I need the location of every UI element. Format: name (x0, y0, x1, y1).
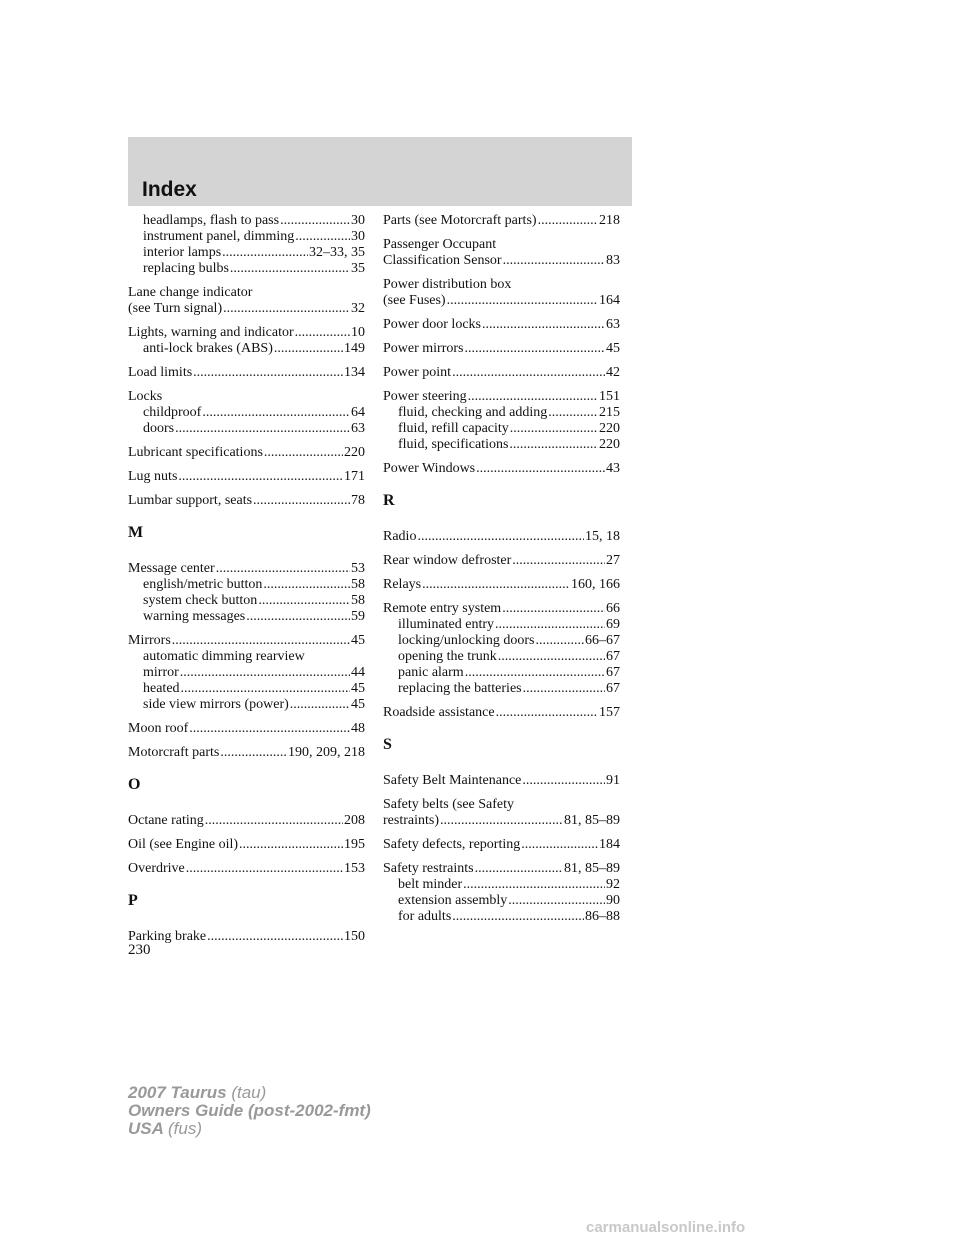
entry-page-ref: 35 (351, 261, 365, 276)
footer-model-code: (tau) (231, 1083, 267, 1102)
dot-leader (463, 877, 605, 893)
index-entry-line (383, 317, 620, 333)
index-entry (128, 445, 365, 461)
index-entry (128, 285, 365, 317)
footer-market-code: (fus) (168, 1119, 202, 1138)
entry-page-ref: 69 (606, 617, 620, 632)
entry-text: panic alarm (398, 665, 464, 680)
entry-text: childproof (143, 405, 202, 420)
index-entry (383, 553, 620, 569)
entry-page-ref: 190, 209, 218 (288, 745, 365, 760)
dot-leader (290, 697, 350, 713)
entry-page-ref: 63 (606, 317, 620, 332)
index-entry-line (383, 553, 620, 569)
entry-page-ref: 42 (606, 365, 620, 380)
index-subentry (383, 421, 620, 437)
entry-page-ref: 78 (351, 493, 365, 508)
entry-page-ref: 215 (599, 405, 620, 420)
dot-leader (521, 837, 598, 853)
entry-page-ref: 184 (599, 837, 620, 852)
index-subentry (128, 649, 365, 665)
entry-text: Lug nuts (128, 469, 178, 484)
entry-text: Locks (128, 389, 163, 404)
dot-leader (295, 229, 350, 245)
index-subentry (383, 909, 620, 925)
dot-leader (468, 389, 598, 405)
entry-text: doors (143, 421, 175, 436)
entry-page-ref: 67 (606, 665, 620, 680)
index-entry (383, 389, 620, 453)
index-subentry (128, 665, 365, 681)
index-entry-line (128, 745, 365, 761)
index-entry-line (128, 493, 365, 509)
entry-text: Motorcraft parts (128, 745, 220, 760)
index-entry-line (383, 529, 620, 545)
index-entry-line (128, 365, 365, 381)
dot-leader (222, 245, 308, 261)
watermark: carmanualsonline.info (586, 1219, 746, 1236)
entry-page-ref: 220 (344, 445, 365, 460)
index-entry (128, 389, 365, 437)
entry-page-ref: 220 (599, 421, 620, 436)
index-subentry (383, 665, 620, 681)
dot-leader (465, 341, 606, 357)
entry-text: Power mirrors (383, 341, 464, 356)
entry-text: Radio (383, 529, 417, 544)
entry-text: Lubricant specifications (128, 445, 263, 460)
entry-page-ref: 58 (351, 577, 365, 592)
entry-page-ref: 134 (344, 365, 365, 380)
dot-leader (216, 561, 350, 577)
index-subentry (383, 617, 620, 633)
index-entry (128, 325, 365, 357)
entry-text: system check button (143, 593, 258, 608)
index-entry (383, 861, 620, 925)
entry-text: Mirrors (128, 633, 171, 648)
dot-leader (482, 317, 605, 333)
index-entry (383, 317, 620, 333)
index-entry (128, 493, 365, 509)
index-entry-line (128, 325, 365, 341)
dot-leader (220, 745, 287, 761)
entry-text: Safety Belt Maintenance (383, 773, 522, 788)
index-letter-heading: P (128, 892, 138, 909)
index-entry (383, 837, 620, 853)
index-entry (383, 237, 620, 269)
entry-page-ref: 151 (599, 389, 620, 404)
entry-text: anti-lock brakes (ABS) (143, 341, 273, 356)
index-entry (128, 721, 365, 737)
entry-text: Safety belts (see Safety (383, 797, 515, 812)
index-entry (128, 213, 365, 277)
dot-leader (178, 469, 343, 485)
entry-page-ref: 67 (606, 681, 620, 696)
entry-page-ref: 10 (351, 325, 365, 340)
entry-text: Roadside assistance (383, 705, 495, 720)
index-entry (383, 529, 620, 545)
dot-leader (465, 665, 605, 681)
header-band (128, 137, 632, 206)
entry-text: Safety defects, reporting (383, 837, 521, 852)
index-entry-line (383, 797, 620, 813)
entry-page-ref: 43 (606, 461, 620, 476)
index-entry (128, 633, 365, 713)
dot-leader (239, 837, 343, 853)
index-entry (128, 365, 365, 381)
entry-text: opening the trunk (398, 649, 497, 664)
entry-page-ref: 150 (344, 929, 365, 944)
dot-leader (280, 213, 350, 229)
dot-leader (246, 609, 350, 625)
dot-leader (186, 861, 343, 877)
entry-text: mirror (143, 665, 179, 680)
index-letter-heading: M (128, 524, 144, 541)
entry-page-ref: 153 (344, 861, 365, 876)
index-entry-line (128, 445, 365, 461)
index-subentry (383, 649, 620, 665)
entry-page-ref: 171 (344, 469, 365, 484)
entry-text: heated (143, 681, 180, 696)
entry-text: Load limits (128, 365, 193, 380)
index-subentry (128, 213, 365, 229)
dot-leader (495, 617, 605, 633)
entry-text: Parking brake (128, 929, 207, 944)
entry-text: belt minder (398, 877, 463, 892)
dot-leader (189, 721, 350, 737)
entry-text: Safety restraints (383, 861, 474, 876)
entry-text: interior lamps (143, 245, 222, 260)
index-subentry (128, 593, 365, 609)
entry-text: Lane change indicator (128, 285, 253, 300)
index-letter-heading: O (128, 776, 141, 793)
index-entry-line (128, 929, 365, 945)
entry-text: Remote entry system (383, 601, 502, 616)
entry-text: (see Turn signal) (128, 301, 223, 316)
index-subentry (128, 609, 365, 625)
entry-text: locking/unlocking doors (398, 633, 535, 648)
index-entry-line (128, 301, 365, 317)
index-entry-line (128, 285, 365, 301)
entry-text: Power Windows (383, 461, 476, 476)
index-subentry (128, 577, 365, 593)
index-entry-line (128, 633, 365, 649)
entry-page-ref: 220 (599, 437, 620, 452)
index-entry (128, 813, 365, 829)
dot-leader (508, 893, 605, 909)
dot-leader (258, 593, 350, 609)
entry-text: replacing the batteries (398, 681, 522, 696)
entry-text: Lumbar support, seats (128, 493, 253, 508)
index-subentry (383, 633, 620, 649)
index-entry (383, 601, 620, 697)
index-subentry (128, 405, 365, 421)
entry-page-ref: 44 (351, 665, 365, 680)
entry-text: warning messages (143, 609, 246, 624)
index-entry-line (128, 389, 365, 405)
entry-page-ref: 59 (351, 609, 365, 624)
entry-text: Power steering (383, 389, 467, 404)
index-entry (128, 745, 365, 761)
entry-page-ref: 63 (351, 421, 365, 436)
dot-leader (452, 365, 605, 381)
index-entry-line (383, 341, 620, 357)
index-subentry (383, 681, 620, 697)
index-entry (383, 213, 620, 229)
dot-leader (417, 529, 584, 545)
dot-leader (181, 681, 350, 697)
index-subentry (128, 421, 365, 437)
dot-leader (502, 601, 605, 617)
dot-leader (175, 421, 350, 437)
entry-page-ref: 86–88 (585, 909, 620, 924)
dot-leader (447, 293, 598, 309)
entry-text: fluid, specifications (398, 437, 509, 452)
index-entry-line (383, 365, 620, 381)
index-subentry (383, 893, 620, 909)
entry-text: Octane rating (128, 813, 204, 828)
dot-leader (295, 325, 350, 341)
dot-leader (223, 301, 350, 317)
entry-page-ref: 81, 85–89 (564, 861, 620, 876)
entry-text: fluid, checking and adding (398, 405, 548, 420)
entry-text: headlamps, flash to pass (143, 213, 280, 228)
dot-leader (274, 341, 343, 357)
index-entry-line (383, 213, 620, 229)
index-entry-line (383, 277, 620, 293)
index-entry-line (128, 837, 365, 853)
index-entry (128, 861, 365, 877)
entry-page-ref: 32–33, 35 (309, 245, 365, 260)
entry-text: (see Fuses) (383, 293, 446, 308)
footer-market: USA (128, 1119, 164, 1138)
entry-text: Passenger Occupant (383, 237, 497, 252)
entry-page-ref: 45 (351, 681, 365, 696)
index-entry-line (383, 237, 620, 253)
footer-model: 2007 Taurus (128, 1083, 227, 1102)
entry-text: Classification Sensor (383, 253, 502, 268)
dot-leader (509, 437, 598, 453)
entry-text: replacing bulbs (143, 261, 229, 276)
index-entry-line (383, 577, 620, 593)
entry-page-ref: 157 (599, 705, 620, 720)
page-title: Index (142, 178, 197, 201)
entry-text: side view mirrors (power) (143, 697, 289, 712)
footer-guide: Owners Guide (post-2002-fmt) (128, 1101, 371, 1120)
index-subentry (128, 245, 365, 261)
dot-leader (510, 421, 598, 437)
index-subentry (128, 229, 365, 245)
index-subentry (128, 681, 365, 697)
entry-page-ref: 45 (351, 633, 365, 648)
entry-text: extension assembly (398, 893, 508, 908)
entry-page-ref: 64 (351, 405, 365, 420)
entry-text: Parts (see Motorcraft parts) (383, 213, 537, 228)
entry-page-ref: 149 (344, 341, 365, 356)
index-subentry (383, 877, 620, 893)
index-entry-line (383, 773, 620, 789)
index-subentry (128, 341, 365, 357)
index-entry (383, 797, 620, 829)
dot-leader (452, 909, 584, 925)
entry-page-ref: 91 (606, 773, 620, 788)
dot-leader (498, 649, 605, 665)
dot-leader (207, 929, 343, 945)
dot-leader (523, 681, 605, 697)
entry-text: Moon roof (128, 721, 189, 736)
index-entry (383, 577, 620, 593)
dot-leader (503, 253, 605, 269)
index-subentry (383, 437, 620, 453)
page-number: 230 (128, 942, 151, 958)
entry-page-ref: 30 (351, 213, 365, 228)
entry-text: Relays (383, 577, 422, 592)
entry-page-ref: 27 (606, 553, 620, 568)
index-subentry (383, 405, 620, 421)
entry-text: restraints) (383, 813, 439, 828)
index-entry (383, 341, 620, 357)
dot-leader (536, 633, 585, 649)
index-entry-line (383, 461, 620, 477)
entry-page-ref: 160, 166 (571, 577, 620, 592)
dot-leader (253, 493, 350, 509)
index-entry-line (383, 389, 620, 405)
index-entry (128, 561, 365, 625)
dot-leader (205, 813, 343, 829)
index-subentry (128, 261, 365, 277)
entry-page-ref: 218 (599, 213, 620, 228)
entry-page-ref: 195 (344, 837, 365, 852)
entry-page-ref: 67 (606, 649, 620, 664)
dot-leader (440, 813, 563, 829)
entry-text: illuminated entry (398, 617, 495, 632)
dot-leader (522, 773, 605, 789)
index-entry-line (383, 293, 620, 309)
index-letter-heading: R (383, 492, 395, 509)
entry-text: Rear window defroster (383, 553, 512, 568)
dot-leader (172, 633, 350, 649)
dot-leader (230, 261, 350, 277)
index-entry-line (383, 837, 620, 853)
entry-text: english/metric button (143, 577, 263, 592)
entry-page-ref: 92 (606, 877, 620, 892)
index-column-left (128, 213, 365, 953)
index-entry-line (383, 253, 620, 269)
entry-page-ref: 164 (599, 293, 620, 308)
dot-leader (496, 705, 598, 721)
dot-leader (202, 405, 350, 421)
index-entry-line (128, 469, 365, 485)
entry-text: for adults (398, 909, 452, 924)
entry-text: automatic dimming rearview (143, 649, 305, 664)
index-letter-heading: S (383, 736, 392, 753)
entry-page-ref: 32 (351, 301, 365, 316)
dot-leader (538, 213, 598, 229)
entry-page-ref: 208 (344, 813, 365, 828)
entry-text: Message center (128, 561, 215, 576)
index-entry-line (128, 813, 365, 829)
entry-page-ref: 66–67 (585, 633, 620, 648)
dot-leader (548, 405, 598, 421)
dot-leader (476, 461, 605, 477)
dot-leader (180, 665, 350, 681)
dot-leader (264, 445, 343, 461)
index-column-right (383, 213, 620, 933)
index-entry (383, 365, 620, 381)
index-entry-line (383, 601, 620, 617)
entry-page-ref: 53 (351, 561, 365, 576)
entry-text: Oil (see Engine oil) (128, 837, 239, 852)
index-entry (383, 705, 620, 721)
entry-page-ref: 45 (606, 341, 620, 356)
entry-page-ref: 30 (351, 229, 365, 244)
index-entry (128, 469, 365, 485)
index-entry (128, 837, 365, 853)
dot-leader (193, 365, 343, 381)
dot-leader (475, 861, 563, 877)
entry-page-ref: 90 (606, 893, 620, 908)
dot-leader (512, 553, 605, 569)
index-entry-line (128, 721, 365, 737)
index-entry-line (383, 705, 620, 721)
index-entry-line (128, 861, 365, 877)
index-entry (128, 929, 365, 945)
index-entry (383, 461, 620, 477)
entry-page-ref: 15, 18 (585, 529, 620, 544)
index-entry-line (128, 561, 365, 577)
entry-page-ref: 48 (351, 721, 365, 736)
entry-page-ref: 81, 85–89 (564, 813, 620, 828)
entry-text: Power distribution box (383, 277, 512, 292)
entry-text: fluid, refill capacity (398, 421, 509, 436)
index-entry-line (383, 813, 620, 829)
dot-leader (422, 577, 570, 593)
index-entry-line (383, 861, 620, 877)
entry-page-ref: 83 (606, 253, 620, 268)
index-subentry (128, 697, 365, 713)
entry-text: Power point (383, 365, 452, 380)
entry-text: Power door locks (383, 317, 481, 332)
entry-page-ref: 66 (606, 601, 620, 616)
footer-doc-info (128, 1084, 371, 1138)
index-entry (383, 773, 620, 789)
entry-text: instrument panel, dimming (143, 229, 295, 244)
index-entry (383, 277, 620, 309)
dot-leader (263, 577, 350, 593)
entry-page-ref: 45 (351, 697, 365, 712)
entry-page-ref: 58 (351, 593, 365, 608)
entry-text: Overdrive (128, 861, 185, 876)
entry-text: Lights, warning and indicator (128, 325, 294, 340)
